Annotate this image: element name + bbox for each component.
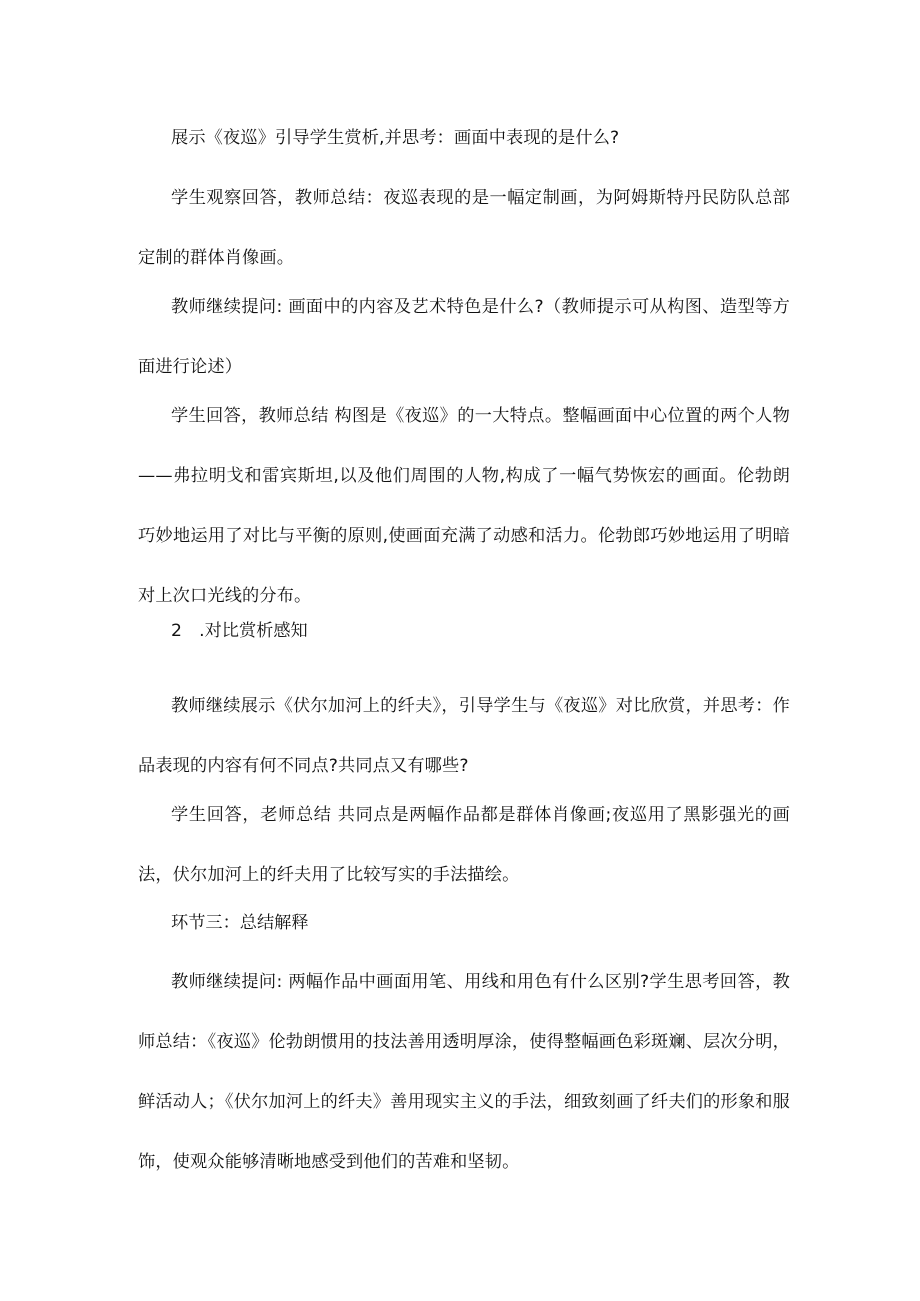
paragraph-teacher-question: 教师继续提问: 画面中的内容及艺术特色是什么?（教师提示可从构图、造型等方面进行论述）	[138, 297, 790, 377]
paragraph-show-night-watch: 展示《夜巡》引导学生赏析,并思考：画面中表现的是什么?	[171, 128, 620, 148]
paragraph-student-observe: 学生观察回答，教师总结：夜巡表现的是一幅定制画，为阿姆斯特丹民防队总部定制的群体肖像画。	[138, 188, 790, 268]
paragraph-common-points: 学生回答，老师总结 共同点是两幅作品都是群体肖像画;夜巡用了黑影强光的画法，伏尔加河上的纤夫用了比较写实的手法描绘。	[138, 805, 790, 885]
paragraph-composition: 学生回答，教师总结 构图是《夜巡》的一大特点。整幅画面中心位置的两个人物——弗拉明戈和雷宾斯坦,以及他们周围的人物,构成了一幅气势恢宏的画面。伦勃朗巧妙地运用了对比与平衡的原则,使画面充满了动感和活力。伦勃郎巧妙地运用了明暗对上次口光线的分布。	[138, 406, 790, 606]
section-heading-summary: 环节三：总结解释	[171, 913, 309, 933]
paragraph-volga-boatmen: 教师继续展示《伏尔加河上的纤夫》，引导学生与《夜巡》对比欣赏，并思考：作品表现的内容有何不同点?共同点又有哪些?	[138, 696, 790, 776]
paragraph-technique-comparison: 教师继续提问: 两幅作品中画面用笔、用线和用色有什么区别?学生思考回答，教师总结：《夜巡》伦勃朗惯用的技法善用透明厚涂，使得整幅画色彩斑斓、层次分明，鲜活动人；《伏尔加河上的纤夫》善用现实主义的手法，细致刻画了纤夫们的形象和服饰，使观众能够清晰地感受到他们的苦难和坚韧。	[138, 972, 790, 1172]
section-heading-contrast: 2 .对比赏析感知	[171, 621, 308, 641]
